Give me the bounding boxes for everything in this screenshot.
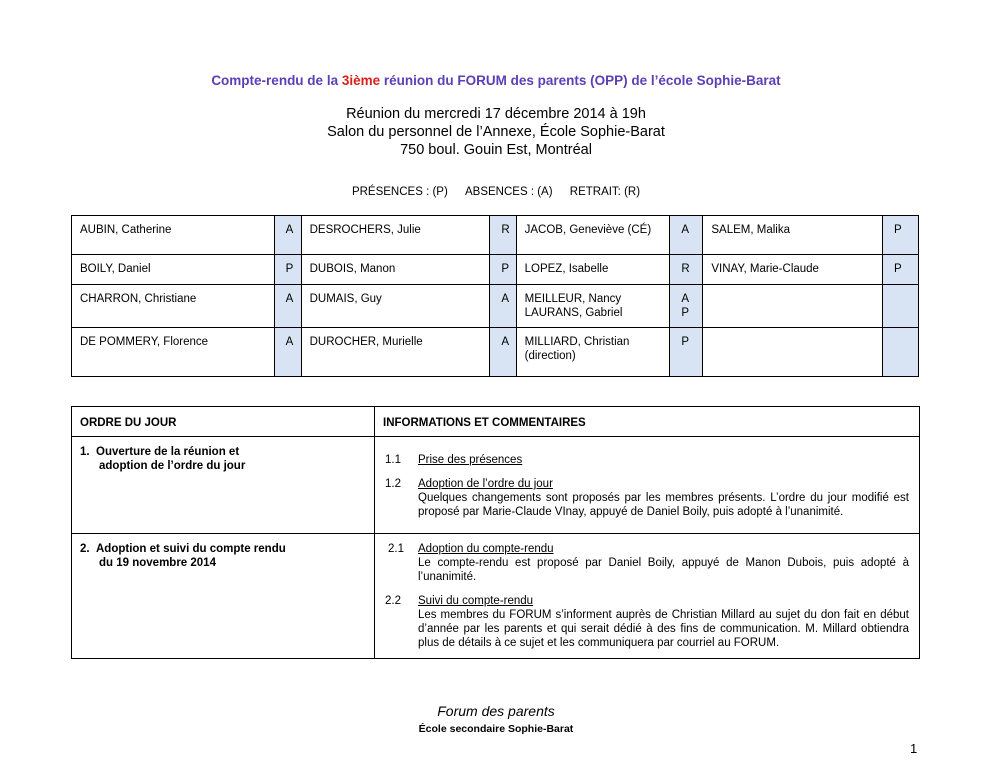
agenda-col-header: ORDRE DU JOUR (72, 407, 375, 437)
legend-absence: ABSENCES : (A) (465, 186, 553, 198)
member-status: A (274, 328, 301, 377)
item-title: Suivi du compte-rendu (418, 595, 534, 607)
item-text: Quelques changements sont proposés par les membres présents. L’ordre du jour modifié est proposé par Marie-Claude VInay, appuyé de Daniel Boily, puis adopté à l’unanimité. (418, 492, 909, 518)
member-status (882, 328, 918, 377)
agenda-item (385, 542, 909, 584)
item-number: 2.1 (388, 543, 404, 555)
agenda-section-title (72, 437, 375, 534)
item-number: 1.1 (385, 454, 401, 466)
member-name: VINAY, Marie-Claude (703, 255, 883, 285)
item-text: Les membres du FORUM s’informent auprès de Christian Millard au sujet du don fait en début d’année par les parents et qui serait dédié à des fins de communication. M. Millard obtiendra plus de détails à ce sujet et les communiquera par courriel au FORUM. (418, 609, 909, 649)
section-number: 1. (80, 446, 90, 458)
agenda-table (71, 406, 920, 659)
member-name: AUBIN, Catherine (72, 216, 275, 255)
member-status: A (681, 293, 690, 305)
title-text-start: Compte-rendu de la (211, 73, 342, 88)
title-text-end: réunion du FORUM des parents (OPP) de l’école Sophie-Barat (380, 73, 781, 88)
member-name (703, 285, 883, 328)
member-name: DUBOIS, Manon (301, 255, 490, 285)
member-name: DUROCHER, Murielle (301, 328, 490, 377)
agenda-section-title (72, 534, 375, 659)
member-status: P (490, 255, 516, 285)
legend-retrait: RETRAIT: (R) (569, 186, 641, 198)
document-title (0, 73, 992, 88)
agenda-section-comments (375, 534, 920, 659)
comments-col-header: INFORMATIONS ET COMMENTAIRES (375, 407, 920, 437)
agenda-header-row (72, 407, 920, 437)
table-row (72, 216, 919, 255)
member-name: SALEM, Malika (703, 216, 883, 255)
member-status: A (490, 328, 516, 377)
member-name: LAURANS, Gabriel (524, 307, 623, 319)
member-name (703, 328, 883, 377)
page-number: 1 (910, 741, 918, 756)
agenda-item (385, 594, 909, 650)
member-name-pair (516, 285, 670, 328)
member-status: A (274, 285, 301, 328)
member-status: P (681, 307, 690, 319)
table-row (72, 285, 919, 328)
member-name: MEILLEUR, Nancy (524, 293, 622, 305)
section-title-line: adoption de l’ordre du jour (99, 460, 246, 472)
member-name: DESROCHERS, Julie (301, 216, 490, 255)
meeting-place: Salon du personnel de l’Annexe, École Sophie-Barat (327, 124, 665, 140)
section-title-line: Adoption et suivi du compte rendu (96, 543, 286, 555)
member-name: DUMAIS, Guy (301, 285, 490, 328)
member-name-pair (516, 328, 670, 377)
item-title: Prise des présences (418, 454, 523, 466)
agenda-section-comments (375, 437, 920, 534)
attendance-legend (0, 186, 992, 198)
item-number: 1.2 (385, 478, 401, 490)
table-row (72, 328, 919, 377)
item-text: Le compte-rendu est proposé par Daniel Boily, appuyé de Manon Dubois, puis adopté à l’unanimité. (418, 557, 909, 583)
member-status: P (882, 216, 918, 255)
attendance-table (71, 215, 919, 377)
member-name: CHARRON, Christiane (72, 285, 275, 328)
section-number: 2. (80, 543, 90, 555)
member-status-pair (670, 285, 703, 328)
agenda-section-row (72, 437, 920, 534)
member-status: R (490, 216, 516, 255)
section-title-line: Ouverture de la réunion et (96, 446, 240, 458)
member-status (882, 285, 918, 328)
agenda-item (385, 477, 909, 519)
member-status: A (274, 216, 301, 255)
meeting-date: Réunion du mercredi 17 décembre 2014 à 19h (346, 106, 646, 122)
item-number: 2.2 (385, 595, 401, 607)
item-title: Adoption de l’ordre du jour (418, 478, 553, 490)
member-status: A (490, 285, 516, 328)
member-name: MILLIARD, Christian (524, 336, 630, 348)
item-title: Adoption du compte-rendu (418, 543, 554, 555)
member-role: (direction) (524, 350, 576, 362)
member-name: DE POMMERY, Florence (72, 328, 275, 377)
member-status: P (670, 328, 703, 377)
member-name: BOILY, Daniel (72, 255, 275, 285)
member-status: P (882, 255, 918, 285)
agenda-item (385, 453, 909, 467)
footer-organization: Forum des parents (437, 703, 555, 719)
footer-school: École secondaire Sophie-Barat (418, 723, 574, 735)
member-status: R (670, 255, 703, 285)
member-name: JACOB, Geneviève (CÉ) (516, 216, 670, 255)
table-row (72, 255, 919, 285)
title-accent: 3ième (341, 73, 381, 88)
member-status: P (274, 255, 301, 285)
legend-presence: PRÉSENCES : (P) (351, 186, 448, 198)
member-name: LOPEZ, Isabelle (516, 255, 670, 285)
section-title-line: du 19 novembre 2014 (99, 557, 216, 569)
meeting-address: 750 boul. Gouin Est, Montréal (400, 142, 592, 158)
agenda-section-row (72, 534, 920, 659)
member-status: A (670, 216, 703, 255)
